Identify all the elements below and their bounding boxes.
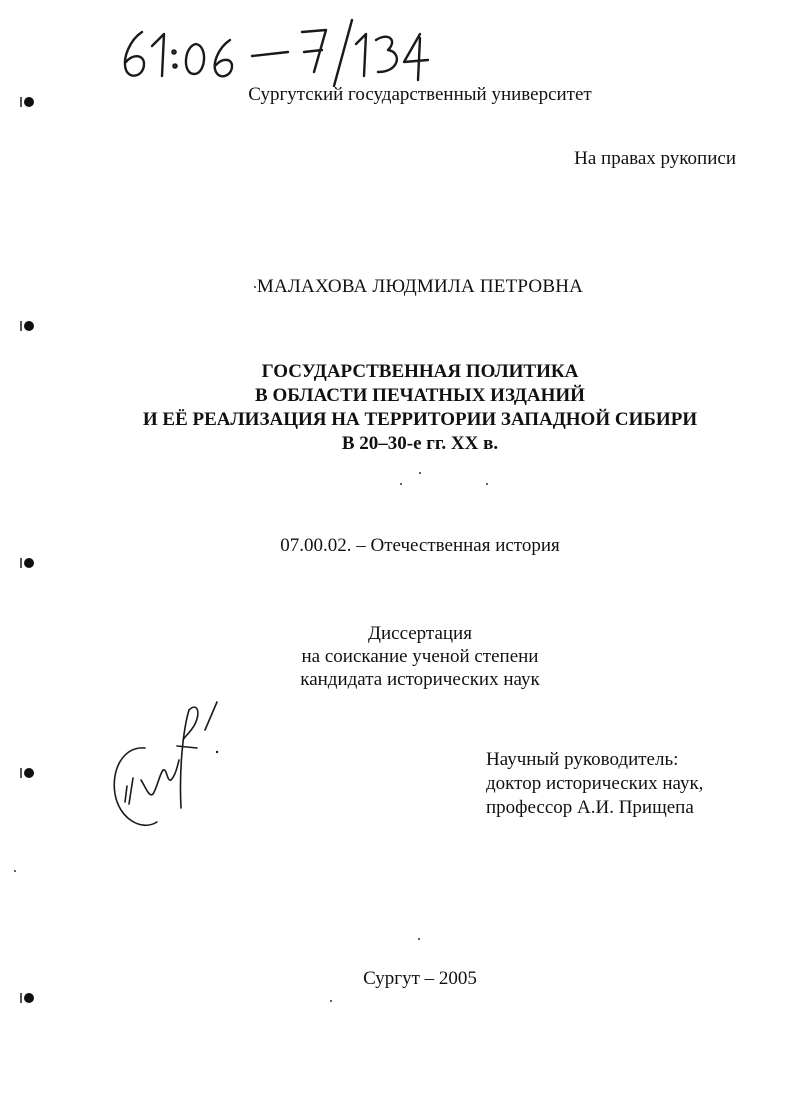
handwritten-registry-number <box>112 10 432 90</box>
degree-statement <box>0 622 800 691</box>
scan-speck <box>330 1000 332 1002</box>
degree-line: кандидата исторических наук <box>300 669 540 690</box>
degree-line: Диссертация <box>368 623 472 644</box>
binding-hole <box>24 993 34 1003</box>
title-line: В ОБЛАСТИ ПЕЧАТНЫХ ИЗДАНИЙ <box>255 385 585 406</box>
title-line: И ЕЁ РЕАЛИЗАЦИЯ НА ТЕРРИТОРИИ ЗАПАДНОЙ СИБИРИ <box>142 409 698 430</box>
binding-hole <box>24 558 34 568</box>
scan-speck <box>418 938 420 940</box>
rights-note: На правах рукописи <box>574 148 736 169</box>
scan-speck <box>486 483 488 485</box>
signature <box>105 690 225 835</box>
supervisor-line: доктор исторических наук, <box>486 773 704 794</box>
city-year: Сургут – 2005 <box>363 968 477 989</box>
university-name: Сургутский государственный университет <box>248 84 592 105</box>
author-name: МАЛАХОВА ЛЮДМИЛА ПЕТРОВНА <box>256 276 584 297</box>
supervisor-line: Научный руководитель: <box>486 749 679 770</box>
dissertation-title <box>0 360 800 456</box>
binding-hole <box>24 321 34 331</box>
scientific-supervisor <box>486 748 703 820</box>
handwriting-image <box>112 10 432 90</box>
degree-line: на соискание ученой степени <box>301 646 539 667</box>
scan-speck <box>400 483 402 485</box>
specialty-code: 07.00.02. – Отечественная история <box>280 535 560 556</box>
supervisor-line: профессор А.И. Прищепа <box>486 797 694 818</box>
binding-hole <box>24 768 34 778</box>
title-line: ГОСУДАРСТВЕННАЯ ПОЛИТИКА <box>261 361 579 382</box>
scan-speck <box>419 472 421 474</box>
scan-speck <box>14 870 16 872</box>
title-line: В 20–30-е гг. XX в. <box>341 433 499 454</box>
